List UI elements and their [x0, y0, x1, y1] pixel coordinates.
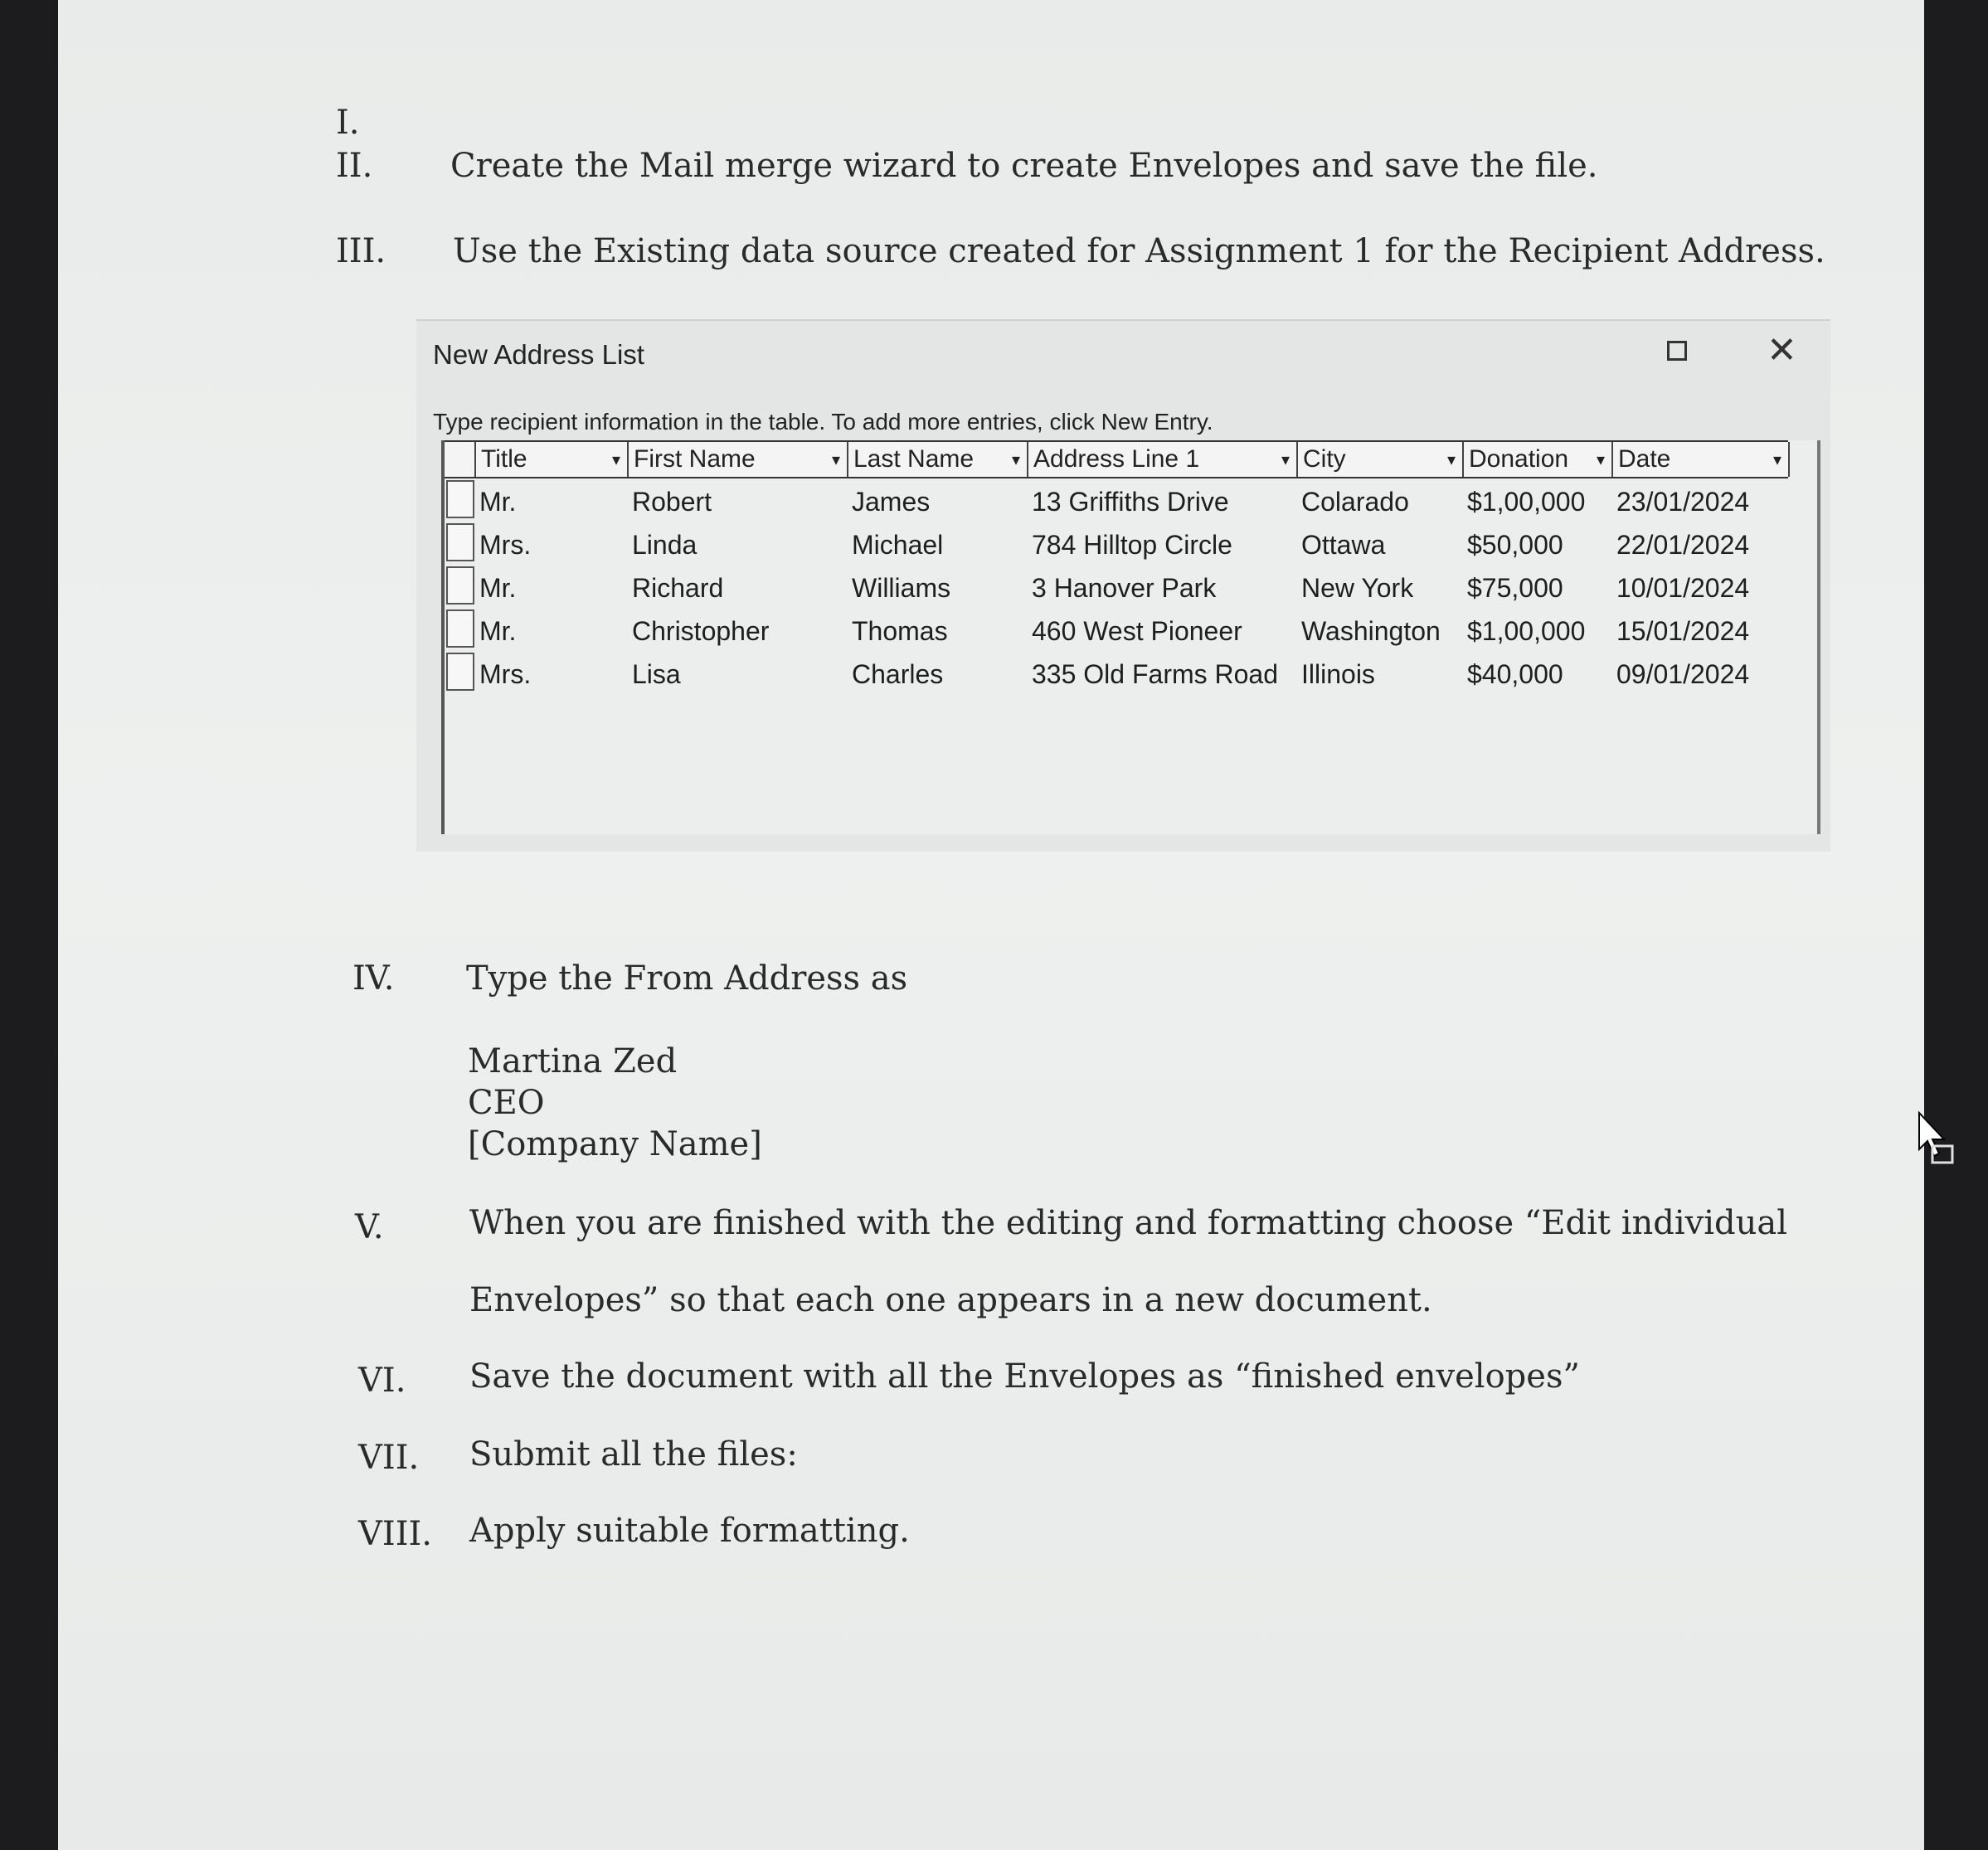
table-cell[interactable]: New York	[1301, 573, 1414, 603]
table-cell[interactable]: $40,000	[1467, 659, 1563, 689]
table-cell[interactable]: 22/01/2024	[1616, 530, 1750, 560]
column-header-city[interactable]	[1296, 442, 1462, 477]
table-cell[interactable]: Thomas	[852, 616, 948, 646]
table-cell[interactable]: Charles	[852, 659, 944, 689]
table-cell[interactable]: 15/01/2024	[1616, 616, 1750, 646]
table-cell[interactable]: Colarado	[1301, 487, 1409, 517]
table-cell[interactable]: Mrs.	[479, 530, 532, 560]
column-label: Last Name	[853, 445, 975, 473]
table-cell[interactable]: $50,000	[1467, 530, 1563, 560]
dropdown-arrow-icon[interactable]: ▾	[831, 449, 840, 469]
table-cell[interactable]: $1,00,000	[1467, 616, 1586, 646]
step-text: Apply suitable formatting.	[469, 1512, 910, 1550]
step-number: IV.	[352, 959, 395, 998]
table-cell[interactable]: 10/01/2024	[1616, 573, 1750, 603]
column-label: Donation	[1469, 445, 1569, 473]
table-cell[interactable]: Ottawa	[1301, 530, 1386, 560]
dropdown-arrow-icon[interactable]: ▾	[611, 449, 620, 469]
table-cell[interactable]: James	[852, 487, 931, 517]
mouse-pointer-icon	[1918, 1111, 1956, 1184]
column-label: Title	[481, 445, 527, 473]
table-cell[interactable]: 09/01/2024	[1616, 659, 1750, 689]
table-cell[interactable]: Linda	[632, 530, 698, 560]
column-header-first-name[interactable]	[627, 442, 847, 477]
table-cell[interactable]: Washington	[1301, 616, 1441, 646]
row-selector[interactable]	[446, 566, 474, 605]
table-cell[interactable]: Michael	[852, 530, 944, 560]
table-cell[interactable]: Richard	[632, 573, 724, 603]
table-cell[interactable]: Christopher	[632, 616, 770, 646]
dialog-instruction: Type recipient information in the table. To add more entries, click New Entry.	[433, 409, 1213, 435]
table-cell[interactable]: Robert	[632, 487, 712, 517]
step-number: II.	[336, 147, 373, 185]
from-address-company: [Company Name]	[468, 1125, 762, 1163]
step-number: I.	[336, 104, 360, 142]
step-text: Save the document with all the Envelopes as “finished envelopes”	[469, 1357, 1580, 1396]
table-cell[interactable]: $75,000	[1467, 573, 1563, 603]
column-header-address-line-1[interactable]	[1027, 442, 1296, 477]
step-number: VIII.	[358, 1515, 433, 1553]
column-label: City	[1303, 445, 1346, 473]
step-text-continued: Envelopes” so that each one appears in a new document.	[469, 1281, 1432, 1319]
column-header-date[interactable]	[1611, 442, 1790, 477]
close-icon[interactable]: ✕	[1767, 329, 1797, 371]
table-cell[interactable]: Mr.	[479, 573, 517, 603]
from-address-name: Martina Zed	[468, 1042, 678, 1080]
document-page	[58, 0, 1924, 1850]
step-text: Create the Mail merge wizard to create Envelopes and save the file.	[450, 147, 1598, 185]
maximize-icon[interactable]	[1667, 341, 1687, 361]
table-cell[interactable]: 23/01/2024	[1616, 487, 1750, 517]
table-cell[interactable]: Williams	[852, 573, 951, 603]
table-cell[interactable]: Lisa	[632, 659, 681, 689]
row-selector[interactable]	[446, 609, 474, 648]
table-header	[445, 440, 1788, 478]
table-cell[interactable]: 3 Hanover Park	[1032, 573, 1217, 603]
step-number: VII.	[358, 1439, 420, 1477]
dropdown-arrow-icon[interactable]: ▾	[1281, 449, 1290, 469]
row-selector[interactable]	[446, 523, 474, 561]
table-cell[interactable]: 335 Old Farms Road	[1032, 659, 1279, 689]
column-header-donation[interactable]	[1462, 442, 1611, 477]
column-header-title[interactable]	[474, 442, 627, 477]
step-text: Type the From Address as	[466, 959, 908, 998]
dropdown-arrow-icon[interactable]: ▾	[1772, 449, 1781, 469]
table-cell[interactable]: $1,00,000	[1467, 487, 1586, 517]
step-number: V.	[355, 1208, 384, 1246]
address-table	[441, 440, 1820, 834]
column-label: Address Line 1	[1033, 445, 1200, 473]
dialog-title: New Address List	[433, 339, 644, 370]
dropdown-arrow-icon[interactable]: ▾	[1011, 449, 1020, 469]
step-text: Use the Existing data source created for Assignment 1 for the Recipient Address.	[453, 232, 1825, 270]
row-selector[interactable]	[446, 653, 474, 691]
new-address-list-dialog	[416, 319, 1830, 852]
table-cell[interactable]: 460 West Pioneer	[1032, 616, 1242, 646]
table-cell[interactable]: Mrs.	[479, 659, 532, 689]
step-number: VI.	[358, 1362, 406, 1400]
dropdown-arrow-icon[interactable]: ▾	[1596, 449, 1605, 469]
table-cell[interactable]: Mr.	[479, 487, 517, 517]
table-cell[interactable]: Mr.	[479, 616, 517, 646]
row-selector[interactable]	[446, 480, 474, 518]
step-text: Submit all the files:	[469, 1435, 798, 1474]
table-cell[interactable]: 13 Griffiths Drive	[1032, 487, 1229, 517]
column-header-last-name[interactable]	[847, 442, 1027, 477]
table-cell[interactable]: Illinois	[1301, 659, 1375, 689]
dropdown-arrow-icon[interactable]: ▾	[1446, 449, 1456, 469]
column-label: Date	[1618, 445, 1671, 473]
step-text: When you are finished with the editing and formatting choose “Edit individual	[469, 1204, 1788, 1242]
from-address-title: CEO	[468, 1084, 545, 1122]
column-label: First Name	[634, 445, 756, 473]
table-cell[interactable]: 784 Hilltop Circle	[1032, 530, 1232, 560]
step-number: III.	[336, 232, 386, 270]
